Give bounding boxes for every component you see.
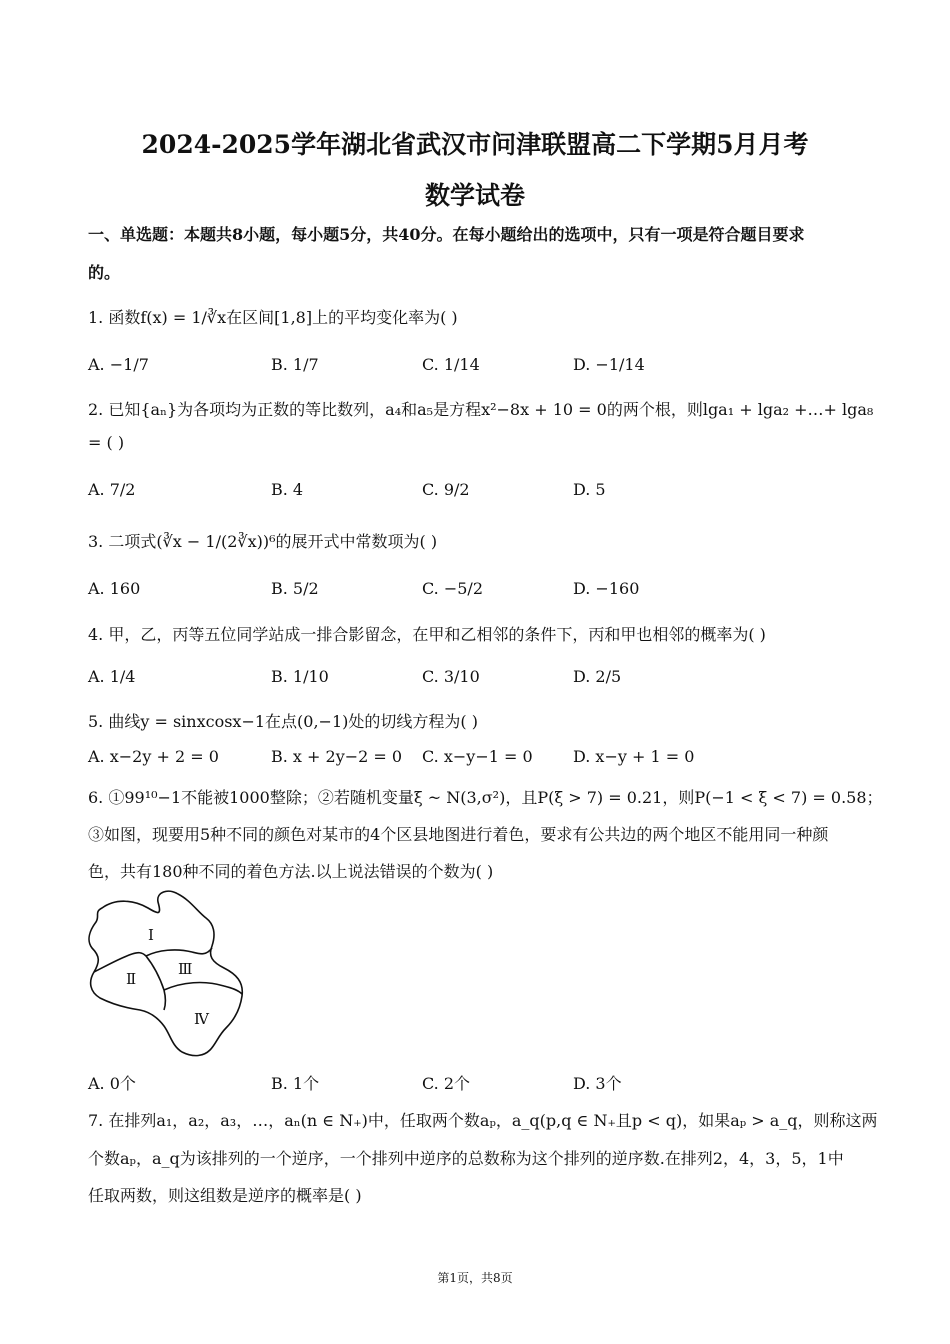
question-4-option-b: B. 1/10 bbox=[271, 667, 329, 686]
question-4-line1: 4. 甲，乙，丙等五位同学站成一排合影留念，在甲和乙相邻的条件下，丙和甲也相邻的概率为( ) bbox=[88, 625, 766, 644]
map-border-3-4 bbox=[164, 983, 242, 994]
question-5-line1: 5. 曲线y = sinxcosx−1在点(0,−1)处的切线方程为( ) bbox=[88, 712, 478, 731]
region-label-1: Ⅰ bbox=[148, 926, 154, 944]
question-1-option-d: D. −1/14 bbox=[573, 355, 645, 374]
page-footer: 第1页，共8页 bbox=[437, 1271, 513, 1285]
question-7-line1: 7. 在排列a₁，a₂，a₃，…，aₙ(n ∈ N₊)中，任取两个数aₚ，a_q(p,q ∈ N₊且p < q)，如果aₚ > a_q，则称这两 bbox=[88, 1111, 878, 1130]
question-4-option-c: C. 3/10 bbox=[422, 667, 480, 686]
exam-title-line2: 数学试卷 bbox=[424, 181, 525, 210]
question-1-option-b: B. 1/7 bbox=[271, 355, 319, 374]
region-label-2: Ⅱ bbox=[126, 970, 137, 988]
question-2-option-b: B. 4 bbox=[271, 480, 304, 499]
question-2-option-c: C. 9/2 bbox=[422, 480, 470, 499]
question-6-line3: 色，共有180种不同的着色方法.以上说法错误的个数为( ) bbox=[88, 862, 494, 881]
question-5-option-a: A. x−2y + 2 = 0 bbox=[88, 747, 219, 766]
question-3-option-a: A. 160 bbox=[88, 579, 141, 598]
question-6-option-a: A. 0个 bbox=[88, 1074, 136, 1093]
question-3-option-c: C. −5/2 bbox=[422, 579, 483, 598]
question-6-option-c: C. 2个 bbox=[422, 1074, 471, 1093]
question-1-line1: 1. 函数f(x) = 1/∛x在区间[1,8]上的平均变化率为( ) bbox=[88, 308, 458, 327]
question-5-option-d: D. x−y + 1 = 0 bbox=[573, 747, 695, 766]
section-heading-line2: 的。 bbox=[88, 263, 121, 282]
question-2-line1: 2. 已知{aₙ}为各项均为正数的等比数列，a₄和a₅是方程x²−8x + 10 = 0的两个根，则lga₁ + lga₂ +…+ lga₈ bbox=[88, 400, 874, 419]
question-3-option-b: B. 5/2 bbox=[271, 579, 319, 598]
question-1-option-a: A. −1/7 bbox=[88, 355, 149, 374]
map-border-2-3 bbox=[146, 956, 166, 1010]
question-5-option-c: C. x−y−1 = 0 bbox=[422, 747, 533, 766]
region-label-4: Ⅳ bbox=[194, 1010, 209, 1028]
question-6-option-d: D. 3个 bbox=[573, 1074, 622, 1093]
question-1-option-c: C. 1/14 bbox=[422, 355, 480, 374]
question-5-option-b: B. x + 2y−2 = 0 bbox=[271, 747, 403, 766]
map-border-1-3 bbox=[146, 948, 212, 956]
map-border-1-2 bbox=[94, 953, 146, 972]
question-6-option-b: B. 1个 bbox=[271, 1074, 320, 1093]
region-label-3: Ⅲ bbox=[178, 960, 193, 978]
question-2-option-d: D. 5 bbox=[573, 480, 606, 499]
question-3-line1: 3. 二项式(∛x − 1/(2∛x))⁶的展开式中常数项为( ) bbox=[88, 532, 438, 551]
question-4-option-d: D. 2/5 bbox=[573, 667, 622, 686]
county-map-figure bbox=[86, 886, 256, 1061]
exam-title-line1: 2024-2025学年湖北省武汉市问津联盟高二下学期5月月考 bbox=[141, 130, 809, 159]
question-3-option-d: D. −160 bbox=[573, 579, 640, 598]
question-2-line2: = ( ) bbox=[88, 433, 125, 452]
question-4-option-a: A. 1/4 bbox=[88, 667, 136, 686]
question-7-line2: 个数aₚ，a_q为该排列的一个逆序，一个排列中逆序的总数称为这个排列的逆序数.在排列2，4，3，5，1中 bbox=[88, 1149, 844, 1168]
question-7-line3: 任取两数，则这组数是逆序的概率是( ) bbox=[88, 1186, 362, 1205]
question-2-option-a: A. 7/2 bbox=[88, 480, 136, 499]
map-outline bbox=[89, 891, 242, 1055]
question-6-line2: ③如图，现要用5种不同的颜色对某市的4个区县地图进行着色，要求有公共边的两个地区不能用同一种颜 bbox=[88, 825, 829, 844]
question-6-line1: 6. ①99¹⁰−1不能被1000整除；②若随机变量ξ ~ N(3,σ²)，且P(ξ > 7) = 0.21，则P(−1 < ξ < 7) = 0.58； bbox=[88, 788, 883, 807]
section-heading-line1: 一、单选题：本题共8小题，每小题5分，共40分。在每小题给出的选项中，只有一项是符合题目要求 bbox=[88, 225, 805, 244]
